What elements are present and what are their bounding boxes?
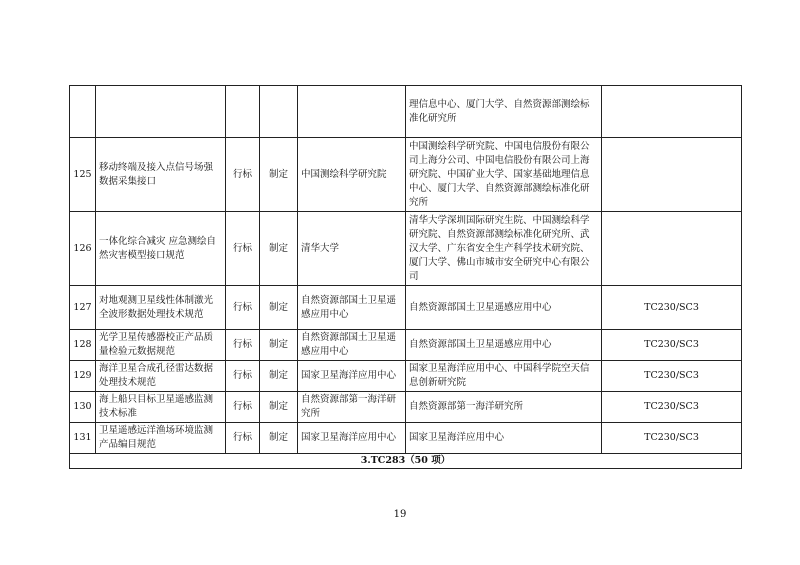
project-kind-cell: 制定 — [260, 212, 298, 286]
page-number: 19 — [393, 509, 407, 520]
technical-committee-cell: TC230/SC3 — [602, 361, 742, 392]
technical-committee-cell: TC230/SC3 — [602, 286, 742, 330]
row-number-cell: 127 — [70, 286, 96, 330]
row-number-cell: 131 — [70, 423, 96, 454]
table-row — [70, 423, 742, 454]
section-header-row — [70, 454, 742, 469]
standard-name-cell: 卫星遥感远洋渔场环境监测产品编目规范 — [96, 423, 226, 454]
row-number-cell: 129 — [70, 361, 96, 392]
standard-name-cell: 一体化综合减灾 应急测绘自然灾害模型接口规范 — [96, 212, 226, 286]
lead-organization-cell: 清华大学 — [298, 212, 406, 286]
participating-organizations-cell: 理信息中心、厦门大学、自然资源部测绘标准化研究所 — [406, 86, 602, 138]
participating-organizations-cell: 自然资源部国土卫星遥感应用中心 — [406, 330, 602, 361]
project-kind-cell: 制定 — [260, 138, 298, 212]
row-number-cell: 128 — [70, 330, 96, 361]
technical-committee-cell: TC230/SC3 — [602, 392, 742, 423]
standard-type-cell: 行标 — [226, 330, 260, 361]
table-row — [70, 286, 742, 330]
standard-name-cell: 海上船只目标卫星遥感监测技术标准 — [96, 392, 226, 423]
standards-table — [69, 85, 742, 469]
standard-type-cell: 行标 — [226, 138, 260, 212]
lead-organization-cell: 自然资源部第一海洋研究所 — [298, 392, 406, 423]
participating-organizations-cell: 国家卫星海洋应用中心 — [406, 423, 602, 454]
project-kind-cell: 制定 — [260, 286, 298, 330]
participating-organizations-cell: 自然资源部国土卫星遥感应用中心 — [406, 286, 602, 330]
project-kind-cell: 制定 — [260, 423, 298, 454]
row-number-cell: 125 — [70, 138, 96, 212]
row-number-cell: 126 — [70, 212, 96, 286]
table-row — [70, 138, 742, 212]
technical-committee-cell — [602, 212, 742, 286]
technical-committee-cell — [602, 86, 742, 138]
standard-name-cell: 光学卫星传感器校正产品质量检验元数据规范 — [96, 330, 226, 361]
table-body — [70, 86, 742, 469]
row-number-cell: 130 — [70, 392, 96, 423]
technical-committee-cell: TC230/SC3 — [602, 423, 742, 454]
standard-type-cell: 行标 — [226, 212, 260, 286]
lead-organization-cell: 自然资源部国土卫星遥感应用中心 — [298, 330, 406, 361]
standard-name-cell: 移动终端及接入点信号场强数据采集接口 — [96, 138, 226, 212]
participating-organizations-cell: 国家卫星海洋应用中心、中国科学院空天信息创新研究院 — [406, 361, 602, 392]
participating-organizations-cell: 清华大学深圳国际研究生院、中国测绘科学研究院、自然资源部测绘标准化研究所、武汉大学、广东省安全生产科学技术研究院、厦门大学、佛山市城市安全研究中心有限公司 — [406, 212, 602, 286]
standard-name-cell: 对地观测卫星线性体制激光全波形数据处理技术规范 — [96, 286, 226, 330]
standard-type-cell — [226, 86, 260, 138]
standard-name-cell: 海洋卫星合成孔径雷达数据处理技术规范 — [96, 361, 226, 392]
lead-organization-cell: 中国测绘科学研究院 — [298, 138, 406, 212]
project-kind-cell: 制定 — [260, 330, 298, 361]
participating-organizations-cell: 中国测绘科学研究院、中国电信股份有限公司上海分公司、中国电信股份有限公司上海研究院、中国矿业大学、国家基础地理信息中心、厦门大学、自然资源部测绘标准化研究所 — [406, 138, 602, 212]
lead-organization-cell: 国家卫星海洋应用中心 — [298, 423, 406, 454]
project-kind-cell: 制定 — [260, 392, 298, 423]
section-title: 3.TC283（50 项） — [70, 454, 742, 469]
row-number-cell — [70, 86, 96, 138]
table-row — [70, 392, 742, 423]
table-row — [70, 361, 742, 392]
technical-committee-cell — [602, 138, 742, 212]
standard-type-cell: 行标 — [226, 361, 260, 392]
standard-name-cell — [96, 86, 226, 138]
table-row — [70, 86, 742, 138]
technical-committee-cell: TC230/SC3 — [602, 330, 742, 361]
lead-organization-cell: 国家卫星海洋应用中心 — [298, 361, 406, 392]
lead-organization-cell — [298, 86, 406, 138]
standard-type-cell: 行标 — [226, 423, 260, 454]
lead-organization-cell: 自然资源部国土卫星遥感应用中心 — [298, 286, 406, 330]
table-row — [70, 330, 742, 361]
project-kind-cell: 制定 — [260, 361, 298, 392]
project-kind-cell — [260, 86, 298, 138]
participating-organizations-cell: 自然资源部第一海洋研究所 — [406, 392, 602, 423]
standard-type-cell: 行标 — [226, 392, 260, 423]
standard-type-cell: 行标 — [226, 286, 260, 330]
table-row — [70, 212, 742, 286]
